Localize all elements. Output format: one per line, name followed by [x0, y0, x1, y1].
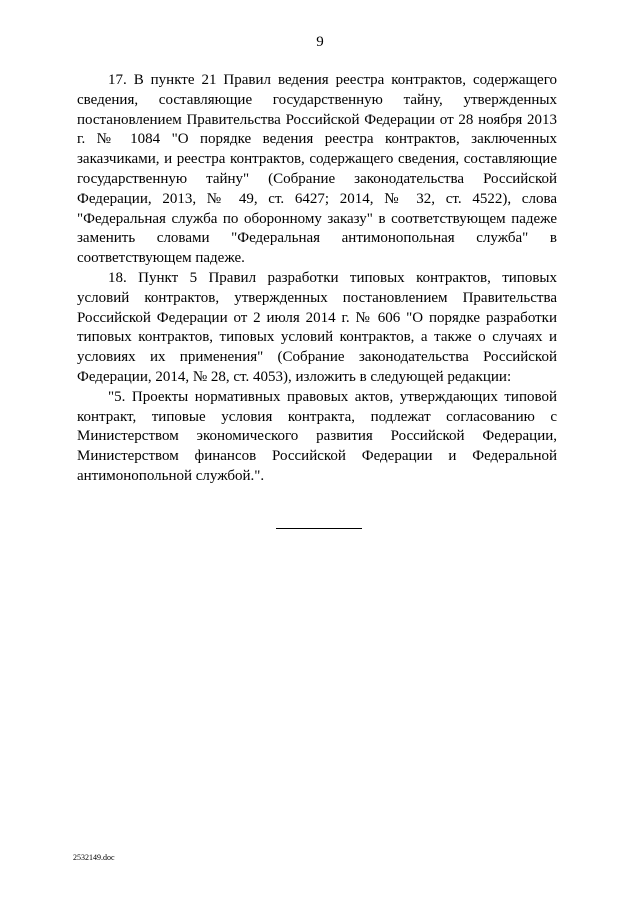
footer-filename: 2532149.doc — [73, 853, 115, 862]
separator-line — [276, 528, 362, 529]
paragraph-18: 18. Пункт 5 Правил разработки типовых контрактов, типовых условий контрактов, утвержденных постановлением Правительства Российской Федерации от 2 июля 2014 г. № 606 "О порядке разработки типовых контрактов, типовых условий контрактов, а также о случаях и условиях их применения" (Собрание законодательства Российской Федерации, 2014, № 28, ст. 4053), изложить в следующей редакции: — [77, 269, 557, 385]
document-body — [77, 71, 557, 487]
paragraph-18-quote: "5. Проекты нормативных правовых актов, утверждающих типовой контракт, типовые условия контракта, подлежат согласованию с Министерством экономического развития Российской Федерации, Министерством финансов Российской Федерации и Федеральной антимонопольной службой.". — [77, 388, 557, 484]
paragraph-17: 17. В пункте 21 Правил ведения реестра контрактов, содержащего сведения, составляющие государственную тайну, утвержденных постановлением Правительства Российской Федерации от 28 ноября 2013 г. № 1084 "О порядке ведения реестра контрактов, заключенных заказчиками, и реестра контрактов, содержащего сведения, составляющие государственную тайну" (Собрание законодательства Российской Федерации, 2013, № 49, ст. 6427; 2014, № 32, ст. 4522), слова "Федеральная служба по оборонному заказу" в соответствующем падеже заменить словами "Федеральная антимонопольная служба" в соответствующем падеже. — [77, 72, 557, 267]
page-number: 9 — [316, 34, 324, 50]
